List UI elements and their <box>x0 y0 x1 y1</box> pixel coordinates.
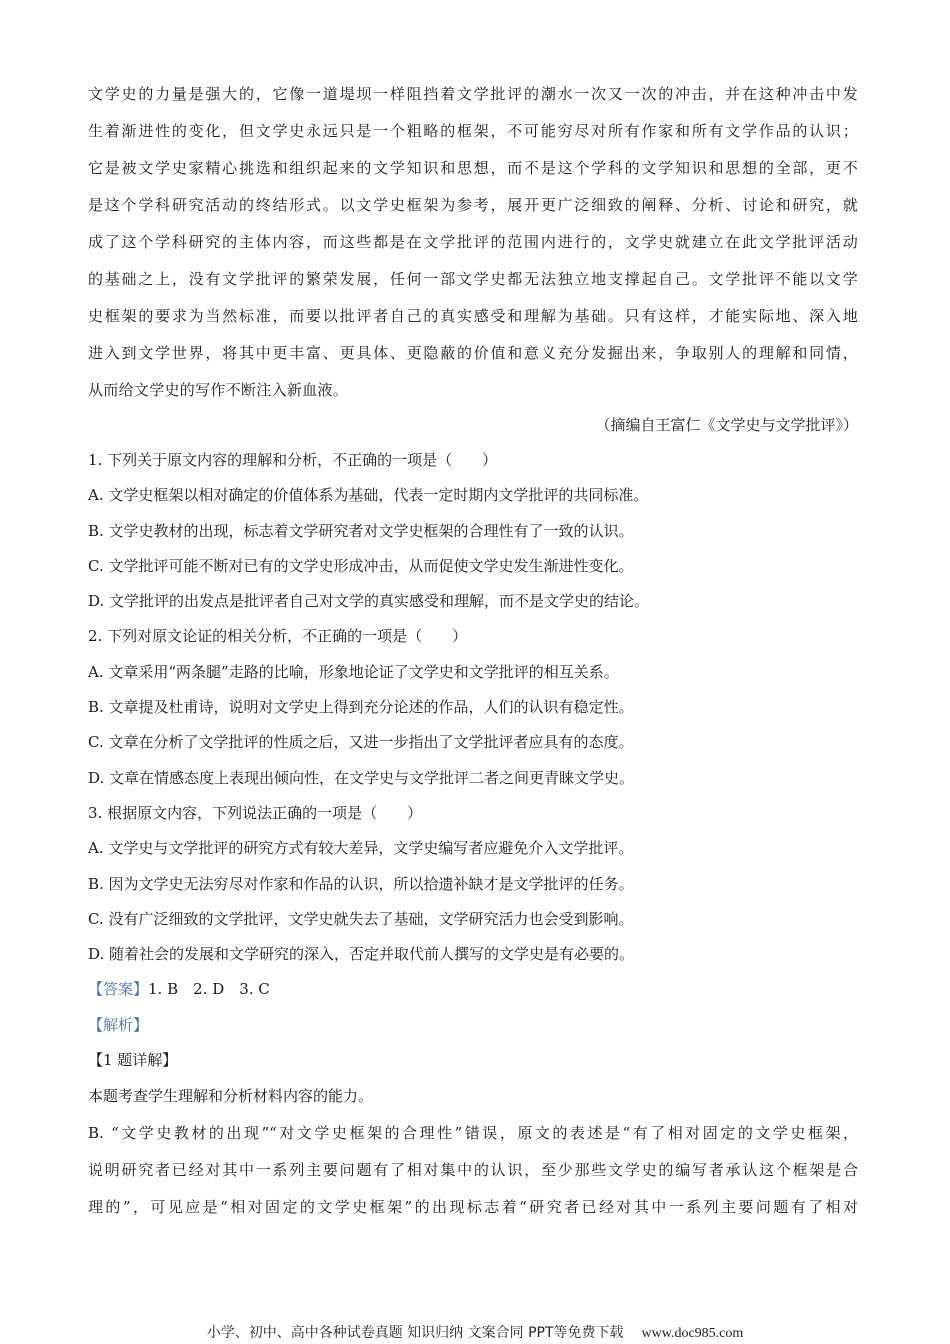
answer-label: 【答案】 <box>88 980 149 999</box>
passage-line: 文学史的力量是强大的，它像一道堤坝一样阻挡着文学批评的潮水一次又一次的冲击，并在这种冲击中发 <box>88 85 858 103</box>
question-1 <box>88 443 858 619</box>
explanation <box>88 1078 858 1226</box>
option-d: D. 随着社会的发展和文学研究的深入，否定并取代前人撰写的文学史是有必要的。 <box>88 945 635 964</box>
option-c: C. 文学批评可能不断对已有的文学史形成冲击，从而促使文学史发生渐进性变化。 <box>88 556 634 575</box>
option-a: A. 文学史与文学批评的研究方式有较大差异，文学史编写者应避免介入文学批评。 <box>88 839 634 858</box>
passage-line: 史框架的要求为当然标准，而要以批评者自己的真实感受和理解为基础。只有这样，才能实际地、深入地 <box>88 307 858 325</box>
question-stem: 1. 下列关于原文内容的理解和分析，不正确的一项是（ ） <box>88 451 498 469</box>
page-footer <box>0 1322 950 1342</box>
passage-line: 从而给文学史的写作不断注入新血液。 <box>88 381 349 399</box>
option-c: C. 文章在分析了文学批评的性质之后，又进一步指出了文学批评者应具有的态度。 <box>88 733 634 752</box>
question-3 <box>88 796 858 972</box>
explanation-line: 说明研究者已经对其中一系列主要问题有了相对集中的认识，至少那些文学史的编写者承认这个框架是合 <box>88 1161 858 1180</box>
answer-line <box>88 972 858 1007</box>
option-d: D. 文学批评的出发点是批评者自己对文学的真实感受和理解，而不是文学史的结论。 <box>88 592 650 611</box>
answer-text: 1. B 2. D 3. C <box>148 980 270 999</box>
option-b: B. 因为文学史无法穷尽对作家和作品的认识，所以拾遗补缺才是文学批评的任务。 <box>88 874 634 893</box>
option-a: A. 文章采用“两条腿”走路的比喻，形象地论证了文学史和文学批评的相互关系。 <box>88 662 619 681</box>
explanation-line: 本题考查学生理解和分析材料内容的能力。 <box>88 1087 374 1106</box>
passage-line: 的基础之上，没有文学批评的繁荣发展，任何一部文学史都无法独立地支撑起自己。文学批评不能以文学 <box>88 270 858 288</box>
option-c: C. 没有广泛细致的文学批评，文学史就失去了基础，文学研究活力也会受到影响。 <box>88 909 634 928</box>
passage-line: 它是被文学史家精心挑选和组织起来的文学知识和思想，而不是这个学科的文学知识和思想的全部，更不 <box>88 159 858 177</box>
option-d: D. 文章在情感态度上表现出倾向性，在文学史与文学批评二者之间更青睐文学史。 <box>88 768 635 787</box>
analysis-label: 【解析】 <box>88 1015 149 1034</box>
reading-passage <box>88 76 858 409</box>
option-b: B. 文章提及杜甫诗，说明对文学史上得到充分论述的作品，人们的认识有稳定性。 <box>88 698 634 717</box>
option-a: A. 文学史框架以相对确定的价值体系为基础，代表一定时期内文学批评的共同标准。 <box>88 486 649 505</box>
passage-line: 生着渐进性的变化，但文学史永远只是一个粗略的框架，不可能穷尽对所有作家和所有文学作品的认识； <box>88 122 858 140</box>
passage-source: （摘编自王富仁《文学史与文学批评》） <box>595 416 858 434</box>
footer-text: 小学、初中、高中各种试卷真题 知识归纳 文案合同 PPT等免费下载 <box>206 1325 624 1341</box>
explanation-line: 理的”，可见应是“相对固定的文学史框架”的出现标志着“研究者已经对其中一系列主要问题有了相对 <box>88 1198 858 1217</box>
passage-line: 是这个学科研究活动的终结形式。以文学史框架为参考，展开更广泛细致的阐释、分析、讨论和研究，就 <box>88 196 858 214</box>
option-b: B. 文学史教材的出现，标志着文学研究者对文学史框架的合理性有了一致的认识。 <box>88 521 634 540</box>
explanation-line: B. “文学史教材的出现”“对文学史框架的合理性”错误，原文的表述是“有了相对固定的文学史框架， <box>88 1124 858 1143</box>
detail-label: 【1 题详解】 <box>88 1051 178 1070</box>
question-stem: 3. 根据原文内容，下列说法正确的一项是（ ） <box>88 803 423 822</box>
passage-line: 成了这个学科研究的主体内容，而这些都是在文学批评的范围内进行的，文学史就建立在此文学批评活动 <box>88 233 858 251</box>
passage-line: 进入到文学世界，将其中更丰富、更具体、更隐蔽的价值和意义充分发掘出来，争取别人的理解和同情， <box>88 344 858 362</box>
question-2 <box>88 619 858 795</box>
footer-url[interactable]: www.doc985.com <box>641 1326 744 1341</box>
document-page <box>88 76 858 1226</box>
question-stem: 2. 下列对原文论证的相关分析，不正确的一项是（ ） <box>88 627 468 646</box>
